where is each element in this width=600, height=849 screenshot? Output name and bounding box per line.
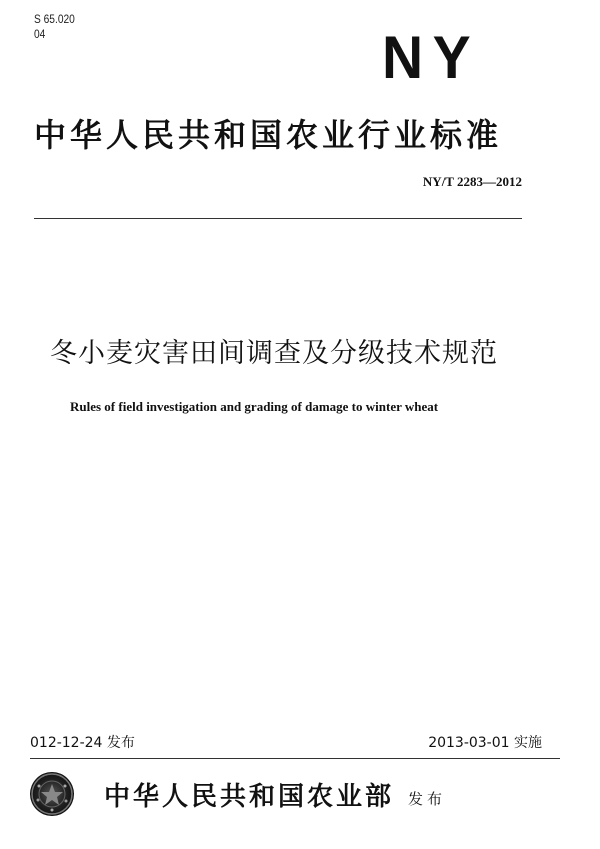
publish-label: 发布 [408,790,447,808]
header-divider [34,218,522,219]
ics-code: S 65.020 [34,12,75,26]
publisher-name: 中华人民共和国农业部 [104,782,395,812]
standard-type-title: 中华人民共和国农业行业标准 [34,116,503,154]
document-title-chinese: 冬小麦灾害田间调查及分级技术规范 [50,338,498,369]
ministry-seal-icon [30,772,74,816]
category-code: 04 [34,27,46,41]
document-title-english: Rules of field investigation and grading of damage to winter wheat [70,399,439,414]
issue-date: 012-12-24 发布 [30,735,135,751]
implementation-date: 2013-03-01 实施 [428,735,542,751]
ny-logo: NY [382,24,481,91]
standard-number: NY/T 2283—2012 [422,174,522,189]
footer-divider [30,758,560,759]
